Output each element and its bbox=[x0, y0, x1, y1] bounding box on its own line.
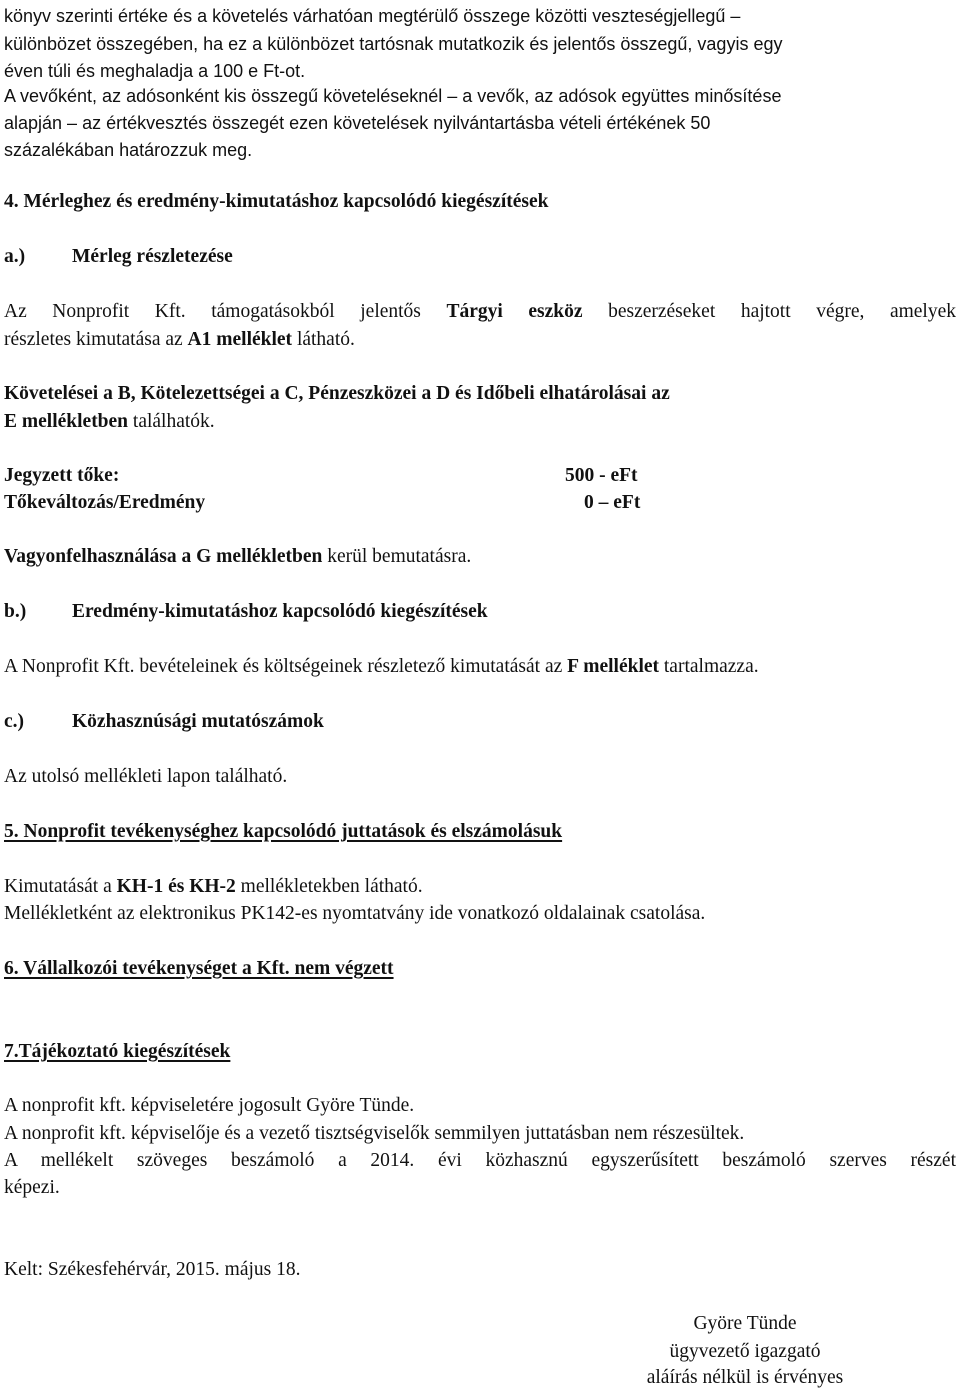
equity-change-value: 0 – eFt bbox=[584, 492, 641, 513]
section-7-line-1: A nonprofit kft. képviseletére jogosult Györe Tünde. bbox=[4, 1095, 415, 1116]
tangible-assets-line-1: Az Nonprofit Kft. támogatásokból jelentős Tárgyi eszköz beszerzéseket hajtott végre, amelyek bbox=[4, 301, 957, 322]
asset-usage-line: Vagyonfelhasználása a G mellékletben kerül bemutatásra. bbox=[4, 546, 472, 567]
section-7-heading: 7.Tájékoztató kiegészítések bbox=[4, 1041, 231, 1062]
place-and-date: Kelt: Székesfehérvár, 2015. május 18. bbox=[4, 1259, 301, 1280]
intro-line-4: A vevőként, az adósonként kis összegű követeléseknél – a vevők, az adósok együttes minősítése bbox=[4, 86, 782, 106]
section-7-line-4: képezi. bbox=[4, 1177, 60, 1198]
subsection-c-heading bbox=[4, 710, 324, 734]
equity-change-label: Tőkeváltozás/Eredmény bbox=[4, 492, 206, 513]
intro-line-1: könyv szerinti értéke és a követelés várhatóan megtérülő összege közötti veszteségjellegű – bbox=[4, 6, 741, 26]
tangible-assets-line-2: részletes kimutatása az A1 melléklet látható. bbox=[4, 329, 355, 350]
equity-label: Jegyzett tőke: bbox=[4, 465, 120, 486]
section-7-line-3: A mellékelt szöveges beszámoló a 2014. évi közhasznú egyszerűsített beszámoló szerves részét bbox=[4, 1150, 956, 1171]
subsection-b-heading bbox=[4, 600, 488, 624]
intro-line-3: éven túli és meghaladja a 100 e Ft-ot. bbox=[4, 61, 306, 81]
section-7-line-2: A nonprofit kft. képviselője és a vezető tisztségviselők semmilyen juttatásban nem részesültek. bbox=[4, 1123, 745, 1144]
income-statement-line: A Nonprofit Kft. bevételeinek és költségeinek részletező kimutatását az F melléklet tartalmazza. bbox=[4, 656, 759, 677]
section-5-heading: 5. Nonprofit tevékenységhez kapcsolódó juttatások és elszámolásuk bbox=[4, 821, 563, 842]
receivables-line-2: E mellékletben találhatók. bbox=[4, 411, 215, 432]
signatory-name: Györe Tünde bbox=[693, 1313, 797, 1334]
signature-note: aláírás nélkül is érvényes bbox=[646, 1367, 844, 1388]
intro-line-2: különbözet összegében, ha ez a különbözet tartósnak mutatkozik és jelentős összegű, vagyis egy bbox=[4, 34, 783, 54]
section-4-heading: 4. Mérleghez és eredmény-kimutatáshoz kapcsolódó kiegészítések bbox=[4, 191, 549, 212]
subsection-a-label: a.) bbox=[4, 246, 26, 267]
section-6-heading: 6. Vállalkozói tevékenységet a Kft. nem végzett bbox=[4, 958, 394, 979]
receivables-line-1: Követelései a B, Kötelezettségei a C, Pénzeszközei a D és Időbeli elhatárolásai az bbox=[4, 383, 670, 404]
indicators-line: Az utolsó mellékleti lapon található. bbox=[4, 766, 288, 787]
equity-value: 500 - eFt bbox=[565, 465, 638, 486]
subsection-b-title: Eredmény-kimutatáshoz kapcsolódó kiegészítések bbox=[72, 601, 488, 622]
intro-line-5: alapján – az értékvesztés összegét ezen követelések nyilvántartásba vételi értékének 50 bbox=[4, 113, 711, 133]
signatory-title: ügyvezető igazgató bbox=[669, 1341, 821, 1362]
section-5-line-2: Mellékletként az elektronikus PK142-es nyomtatvány ide vonatkozó oldalainak csatolása. bbox=[4, 903, 706, 924]
subsection-c-title: Közhasznúsági mutatószámok bbox=[72, 711, 324, 732]
subsection-a-heading bbox=[4, 245, 233, 269]
subsection-b-label: b.) bbox=[4, 601, 27, 622]
intro-line-6: százalékában határozzuk meg. bbox=[4, 140, 253, 160]
subsection-c-label: c.) bbox=[4, 711, 25, 732]
section-5-line-1: Kimutatását a KH-1 és KH-2 mellékletekben látható. bbox=[4, 876, 423, 897]
subsection-a-title: Mérleg részletezése bbox=[72, 246, 233, 267]
